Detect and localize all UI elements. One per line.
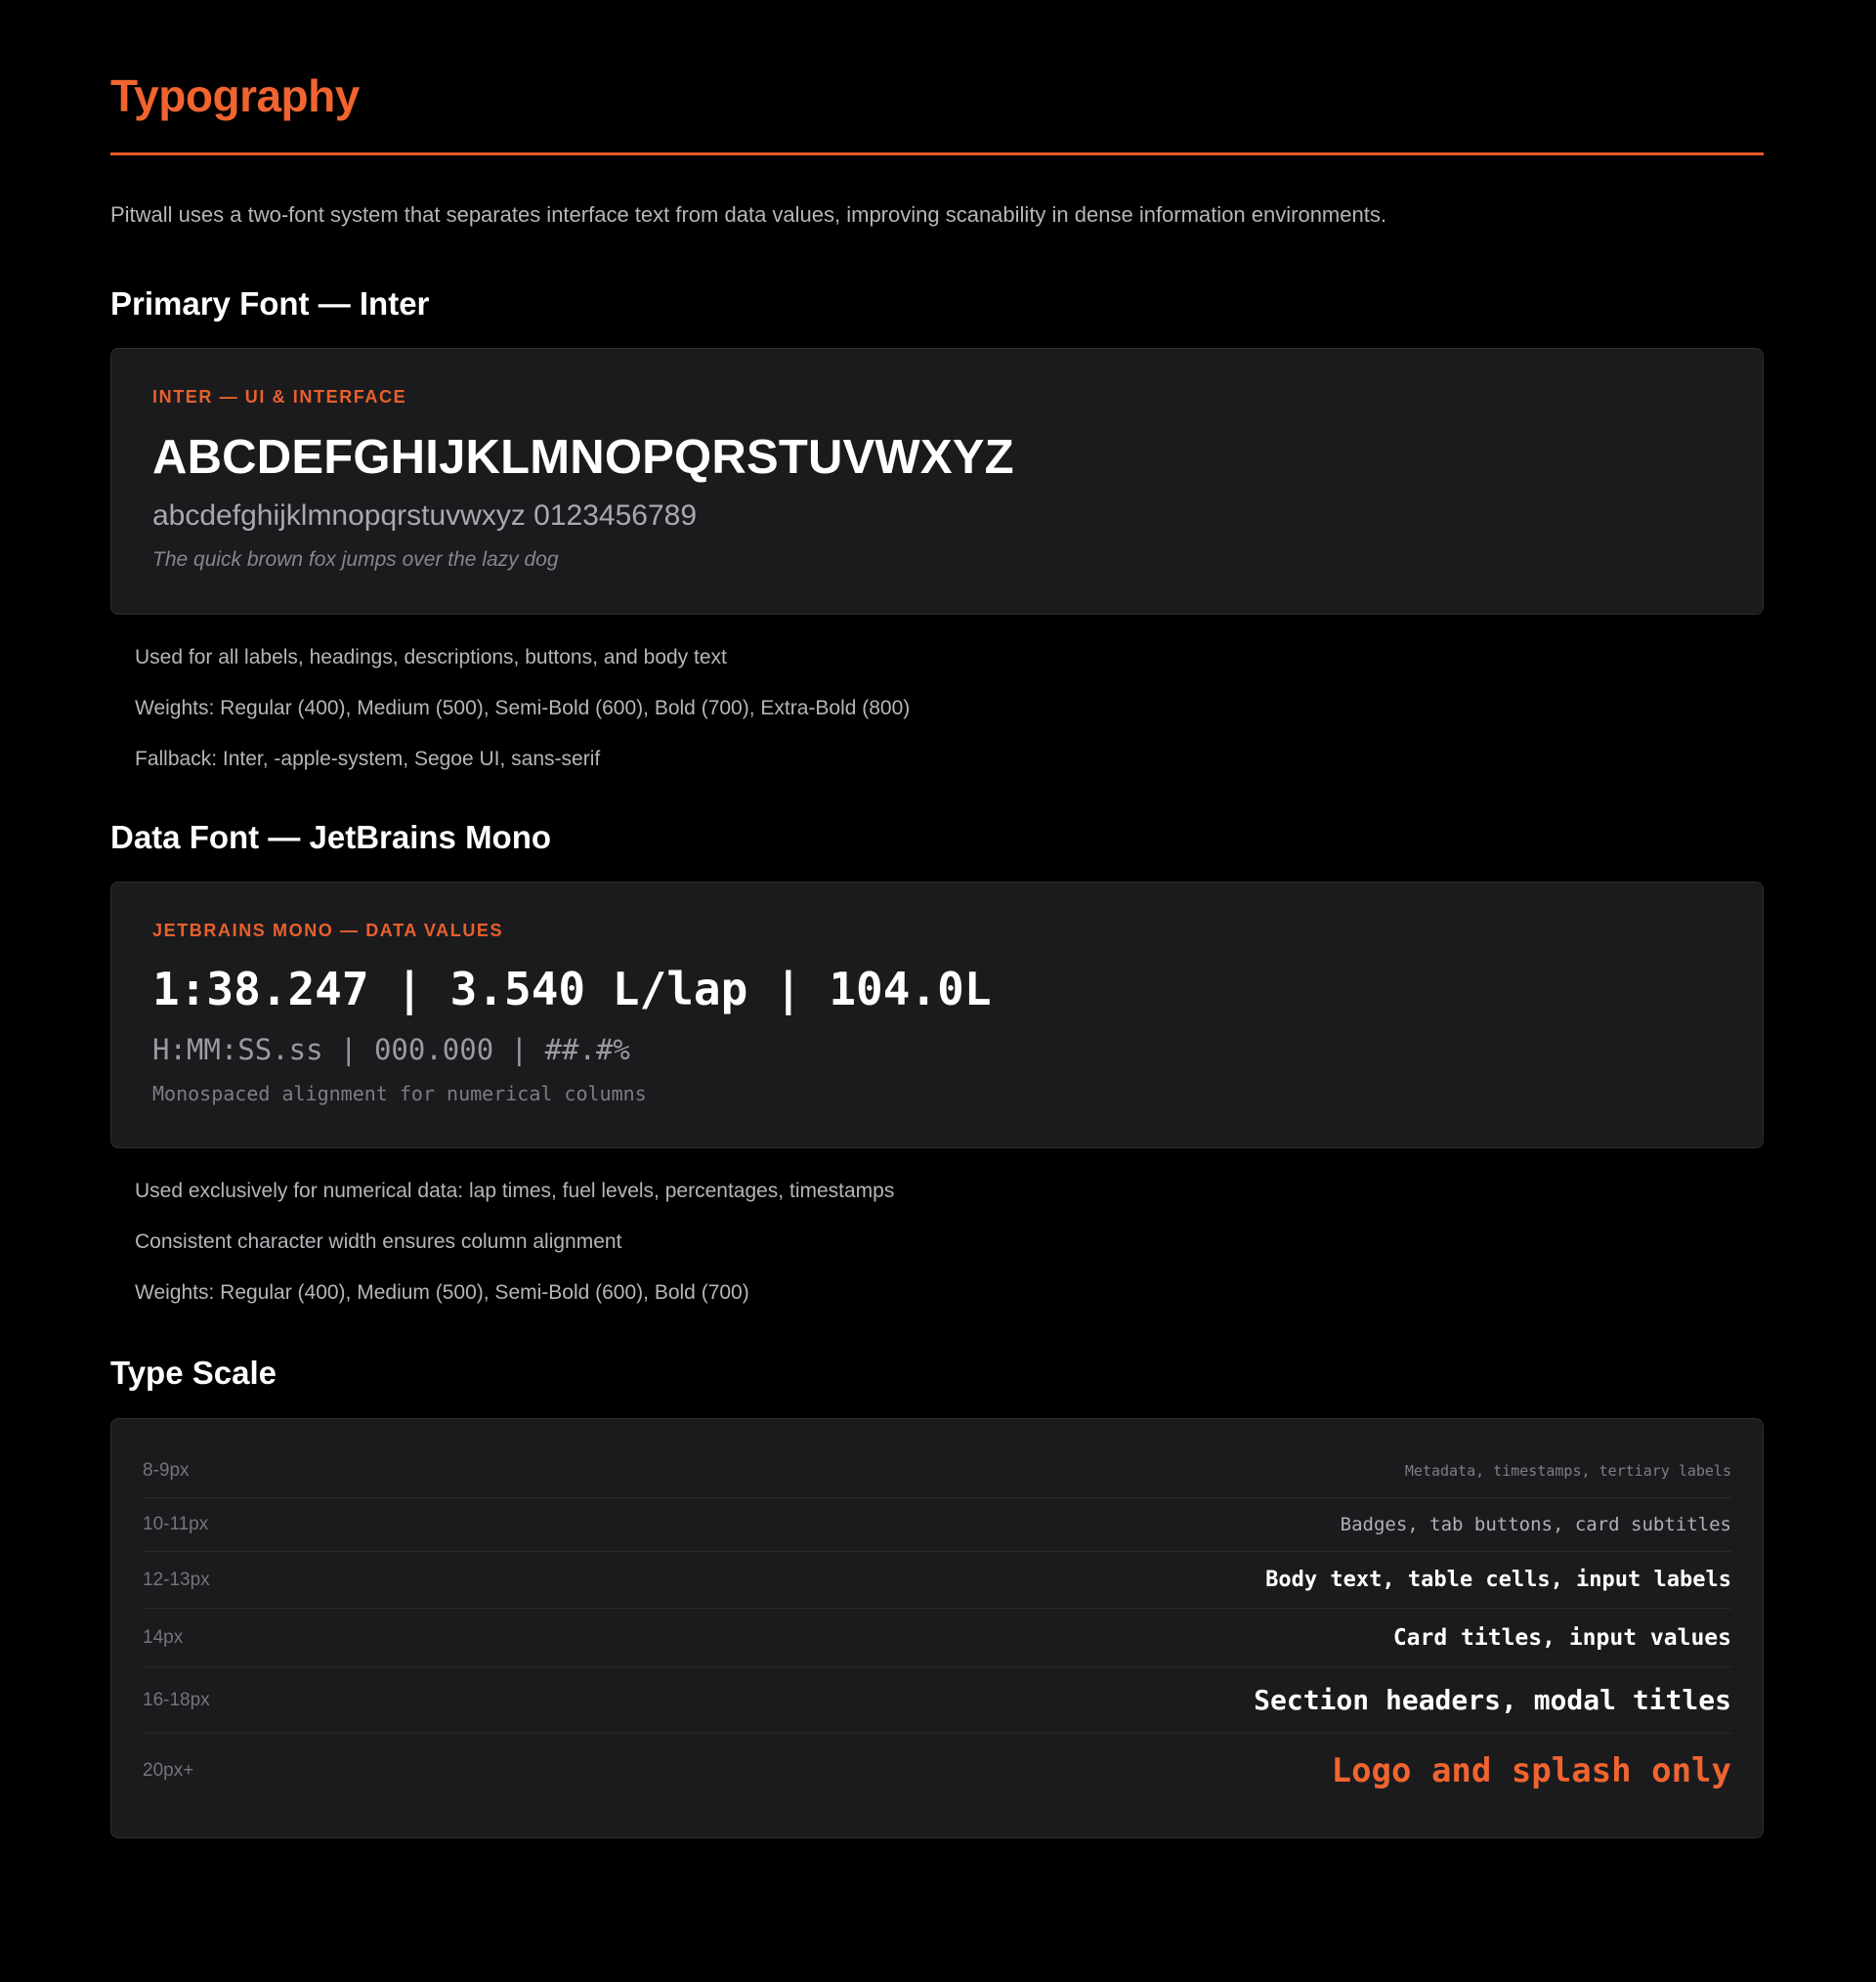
lowercase-sample: abcdefghijklmnopqrstuvwxyz 0123456789	[152, 499, 698, 532]
type-scale-row	[143, 1667, 1731, 1734]
data-value-sample: 1:38.247 | 3.540 L/lap | 104.0L	[152, 963, 992, 1015]
data-font-caption: Monospaced alignment for numerical columns	[152, 1082, 647, 1105]
scale-usage-sample: Badges, tab buttons, card subtitles	[1340, 1514, 1731, 1535]
scale-usage-sample: Metadata, timestamps, tertiary labels	[1404, 1462, 1731, 1480]
typography-page	[110, 0, 1764, 1838]
intro-text: Pitwall uses a two-font system that separates interface text from data values, improving scanability in dense information environments.	[110, 202, 1386, 227]
type-scale-row	[143, 1734, 1731, 1808]
scale-size-label: 12-13px	[143, 1569, 210, 1590]
primary-font-specimen-card	[110, 348, 1764, 615]
uppercase-sample: ABCDEFGHIJKLMNOPQRSTUVWXYZ	[152, 431, 1014, 484]
data-format-sample: H:MM:SS.ss | 000.000 | ##.#%	[152, 1033, 630, 1066]
type-scale-heading: Type Scale	[110, 1355, 277, 1391]
pangram-sample: The quick brown fox jumps over the lazy dog	[152, 548, 559, 571]
title-divider	[110, 152, 1764, 155]
scale-usage-sample: Card titles, input values	[1392, 1624, 1731, 1651]
scale-usage-sample: Logo and splash only	[1331, 1751, 1731, 1790]
scale-size-label: 8-9px	[143, 1460, 190, 1481]
data-font-eyebrow: JETBRAINS MONO — DATA VALUES	[152, 921, 504, 940]
primary-font-note: Fallback: Inter, -apple-system, Segoe UI, sans-serif	[135, 748, 601, 770]
type-scale-card	[110, 1418, 1764, 1838]
primary-font-heading: Primary Font — Inter	[110, 285, 430, 322]
scale-size-label: 10-11px	[143, 1514, 209, 1534]
data-font-heading: Data Font — JetBrains Mono	[110, 819, 552, 855]
page-title: Typography	[110, 70, 360, 121]
type-scale-row	[143, 1498, 1731, 1552]
primary-font-note: Used for all labels, headings, descriptions, buttons, and body text	[135, 646, 727, 668]
primary-font-note: Weights: Regular (400), Medium (500), Semi-Bold (600), Bold (700), Extra-Bold (800)	[135, 697, 911, 719]
data-font-notes	[110, 1178, 1764, 1307]
data-font-note: Used exclusively for numerical data: lap times, fuel levels, percentages, timestamps	[135, 1180, 895, 1202]
data-font-specimen-card	[110, 882, 1764, 1148]
data-font-note: Consistent character width ensures column alignment	[135, 1230, 622, 1253]
primary-font-eyebrow: INTER — UI & INTERFACE	[152, 387, 407, 407]
scale-size-label: 14px	[143, 1626, 184, 1648]
primary-font-notes	[110, 644, 1764, 773]
scale-usage-sample: Section headers, modal titles	[1254, 1684, 1731, 1716]
data-font-note: Weights: Regular (400), Medium (500), Semi-Bold (600), Bold (700)	[135, 1281, 749, 1304]
type-scale-row	[143, 1552, 1731, 1609]
scale-size-label: 20px+	[143, 1760, 194, 1781]
scale-usage-sample: Body text, table cells, input labels	[1265, 1568, 1731, 1592]
type-scale-row	[143, 1609, 1731, 1667]
type-scale-row	[143, 1444, 1731, 1498]
scale-size-label: 16-18px	[143, 1689, 210, 1710]
